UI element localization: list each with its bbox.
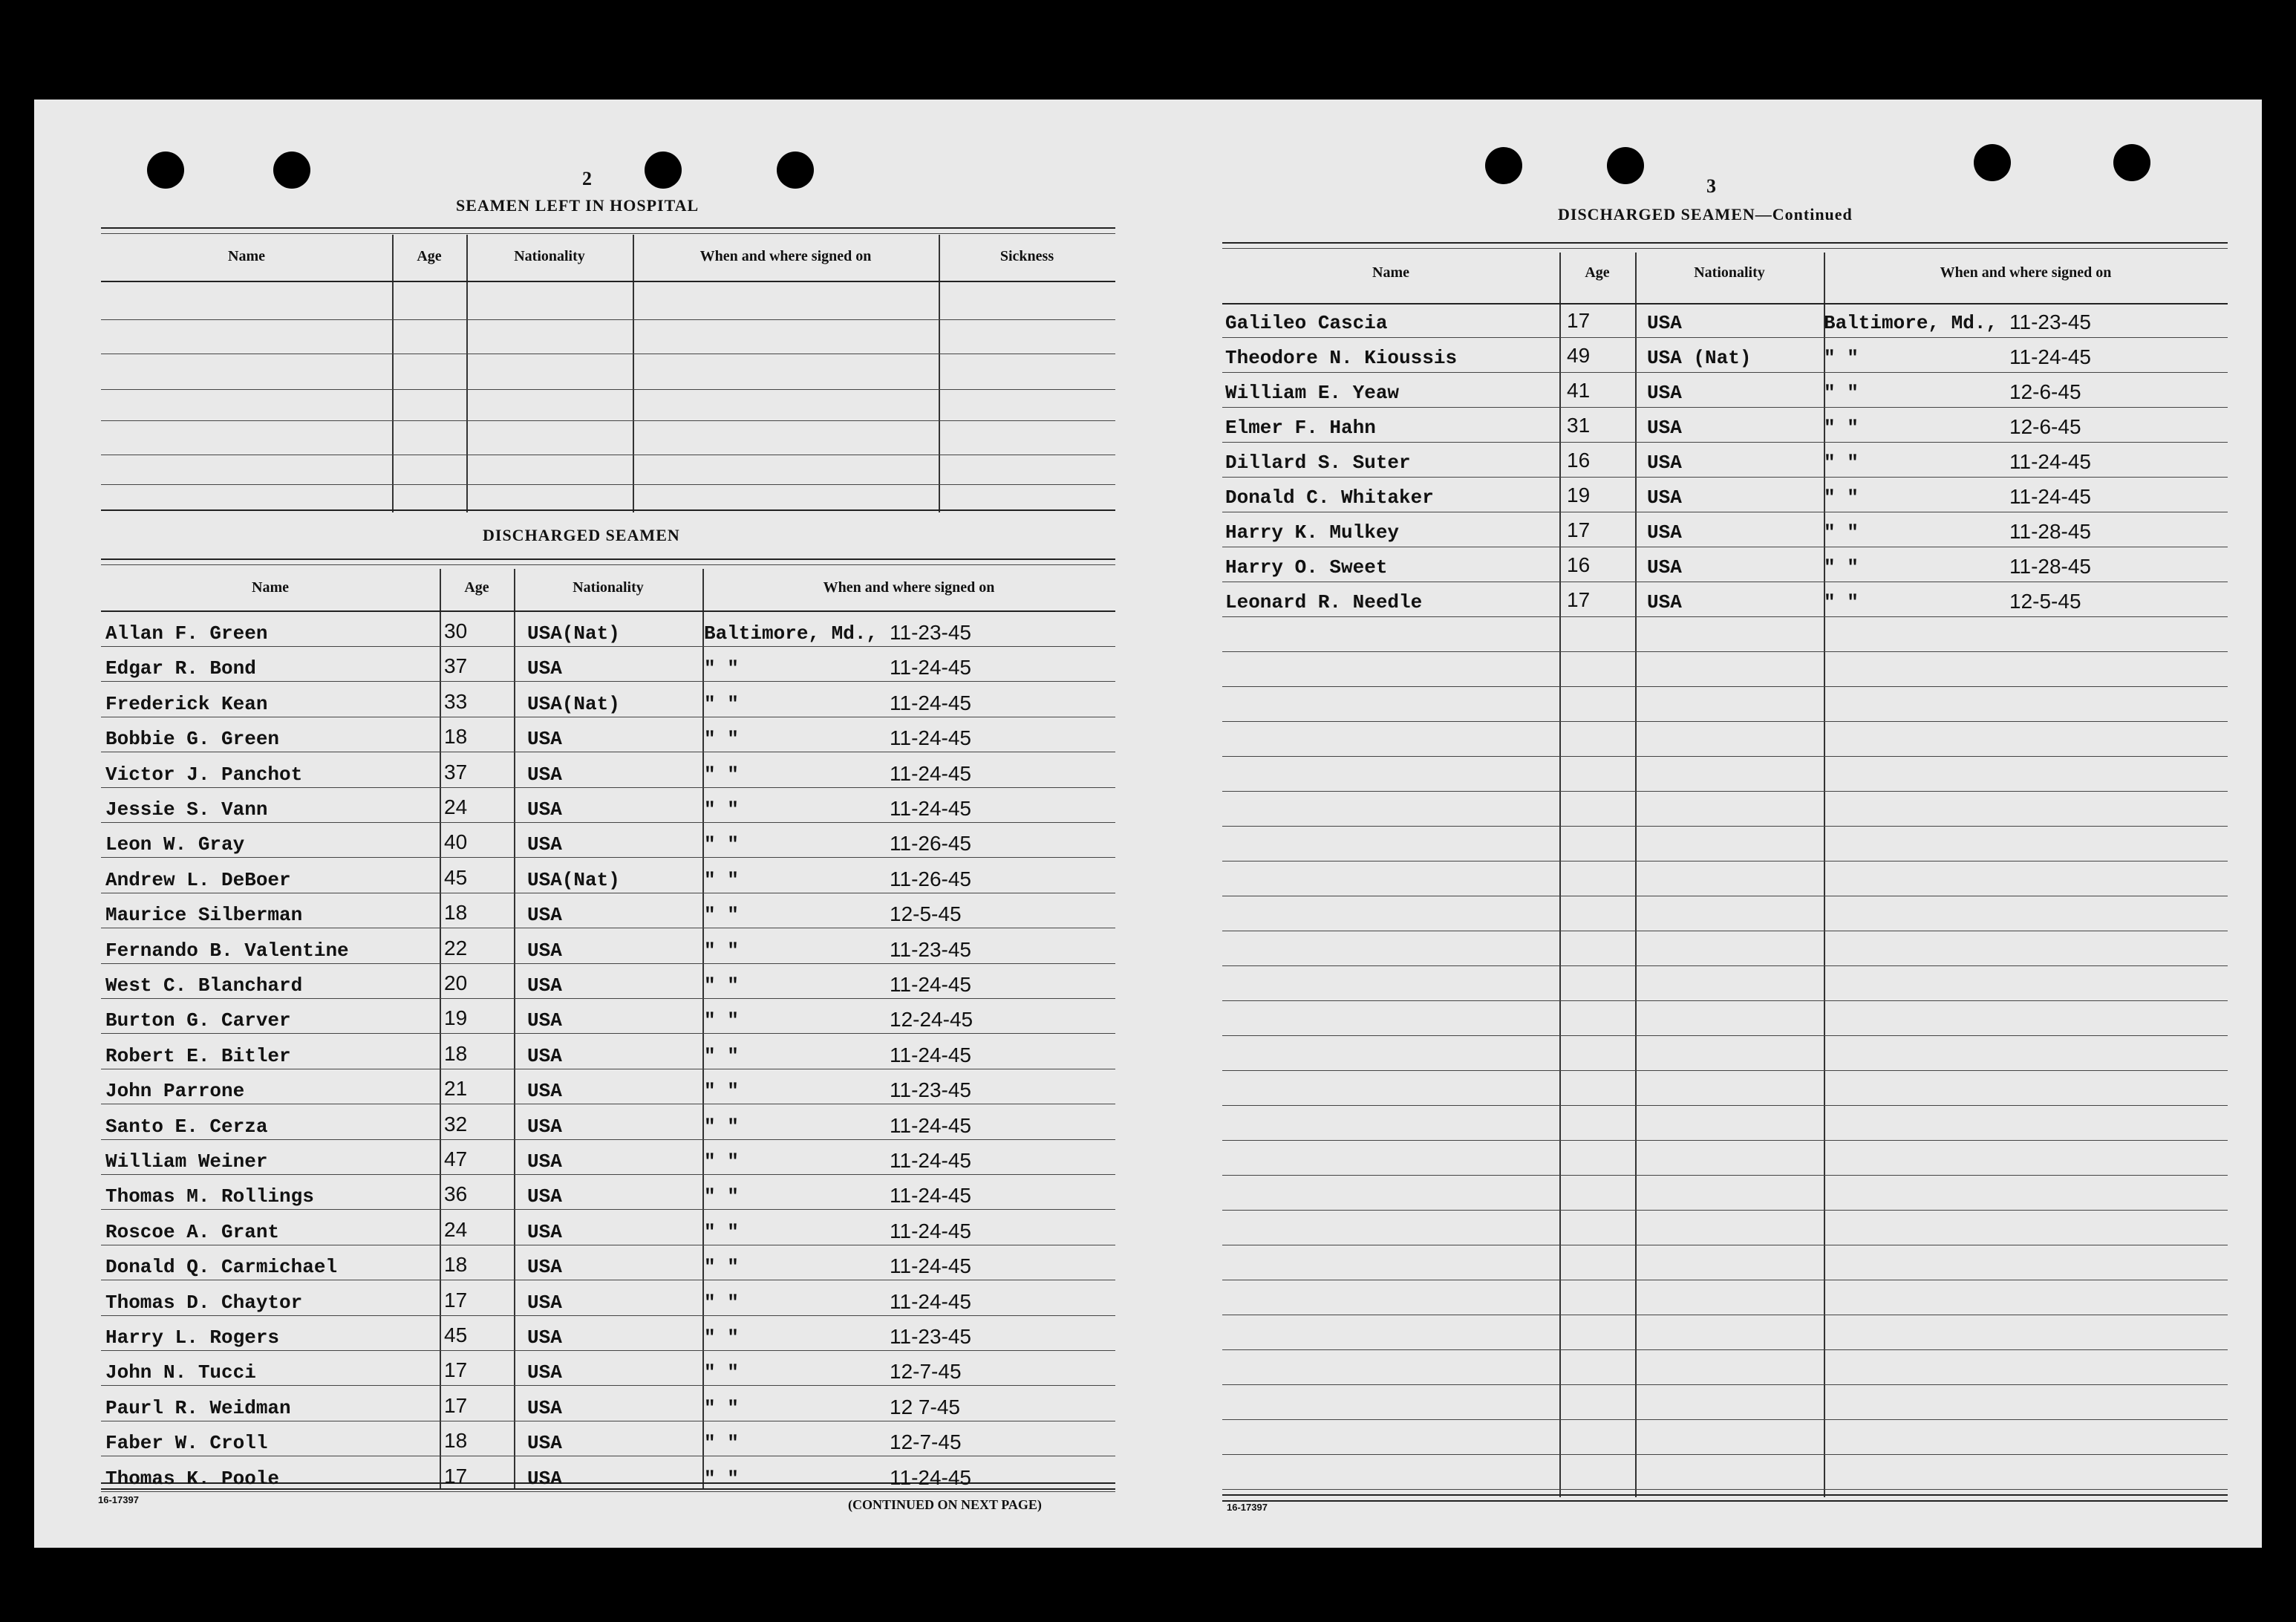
signed-on-place: " ": [1824, 521, 1859, 544]
seaman-age: 19: [1567, 483, 1591, 507]
signed-on-place: " ": [704, 868, 739, 891]
signed-on-place: " ": [1824, 486, 1859, 509]
seaman-nationality: USA: [527, 1080, 562, 1103]
seaman-age: 33: [444, 689, 468, 713]
row-line: [1222, 1105, 2228, 1106]
signed-on-date: 11-26-45: [890, 867, 972, 890]
row-line: [101, 1350, 1115, 1351]
column-header: Sickness: [999, 248, 1054, 264]
column-header: Age: [1585, 264, 1610, 281]
row-line: [1222, 477, 2228, 478]
row-line: [101, 420, 1115, 421]
signed-on-place: " ": [1824, 452, 1859, 474]
row-line: [101, 389, 1115, 390]
signed-on-place: " ": [1824, 417, 1859, 439]
seaman-nationality: USA: [1647, 486, 1682, 509]
seaman-name: John Parrone: [105, 1080, 245, 1103]
row-line: [1222, 442, 2228, 443]
row-line: [101, 646, 1115, 647]
row-line: [101, 484, 1115, 485]
seaman-name: Robert E. Bitler: [105, 1044, 291, 1067]
punch-hole: [1607, 147, 1644, 184]
seaman-age: 18: [444, 1041, 468, 1065]
signed-on-date: 11-24-45: [890, 1149, 972, 1172]
seaman-name: Harry L. Rogers: [105, 1326, 280, 1349]
seaman-name: Leonard R. Needle: [1225, 591, 1423, 613]
seaman-nationality: USA: [527, 833, 562, 856]
row-line: [101, 822, 1115, 823]
signed-on-date: 11-24-45: [890, 1254, 972, 1278]
seaman-nationality: USA: [527, 1009, 562, 1032]
signed-on-date: 11-24-45: [890, 761, 972, 785]
column-divider: [1824, 253, 1825, 1497]
row-line: [101, 998, 1115, 999]
row-line: [1222, 616, 2228, 617]
seaman-nationality: USA: [527, 1396, 562, 1419]
row-line: [1222, 1500, 2228, 1502]
row-line: [1222, 721, 2228, 722]
column-header: Nationality: [514, 248, 585, 264]
row-line: [101, 857, 1115, 858]
seaman-age: 49: [1567, 344, 1591, 367]
seaman-age: 45: [444, 865, 468, 889]
signed-on-date: 12 7-45: [890, 1395, 960, 1419]
seaman-nationality: USA: [1647, 521, 1682, 544]
seaman-nationality: USA: [527, 1044, 562, 1067]
seaman-nationality: USA: [527, 1220, 562, 1243]
signed-on-date: 11-24-45: [890, 1113, 972, 1137]
row-line: [1222, 372, 2228, 373]
signed-on-date: 12-7-45: [890, 1430, 962, 1454]
seaman-name: Donald C. Whitaker: [1225, 486, 1434, 509]
seaman-age: 41: [1567, 379, 1591, 402]
seaman-name: Fernando B. Valentine: [105, 939, 349, 962]
row-line: [101, 319, 1115, 320]
row-line: [101, 1033, 1115, 1034]
signed-on-place: " ": [704, 798, 739, 821]
column-divider: [440, 569, 441, 1490]
signed-on-place: " ": [704, 1220, 739, 1243]
seaman-name: William Weiner: [105, 1150, 268, 1173]
seaman-age: 17: [1567, 309, 1591, 332]
row-line: [101, 681, 1115, 682]
row-line: [101, 509, 1115, 511]
seaman-nationality: USA: [527, 1326, 562, 1349]
row-line: [1222, 1070, 2228, 1071]
signed-on-place: " ": [704, 692, 739, 715]
row-line: [101, 1139, 1115, 1140]
signed-on-date: 11-23-45: [890, 1078, 972, 1102]
column-header: Name: [252, 579, 289, 596]
punch-hole: [1974, 144, 2011, 181]
signed-on-date: 11-23-45: [2009, 310, 2092, 333]
seaman-nationality: USA: [527, 1432, 562, 1455]
seaman-name: Thomas D. Chaytor: [105, 1291, 303, 1314]
seaman-nationality: USA: [527, 1291, 562, 1314]
signed-on-date: 12-5-45: [2009, 590, 2081, 613]
signed-on-date: 11-23-45: [890, 1325, 972, 1348]
signed-on-date: 11-24-45: [2009, 345, 2092, 368]
row-line: [1222, 1349, 2228, 1350]
seaman-age: 32: [444, 1112, 468, 1136]
signed-on-place: " ": [704, 1256, 739, 1279]
signed-on-place: " ": [704, 1361, 739, 1384]
seaman-age: 18: [444, 1429, 468, 1453]
row-line: [101, 1174, 1115, 1175]
row-line: [1222, 826, 2228, 827]
row-line: [1222, 791, 2228, 792]
row-line: [1222, 1000, 2228, 1001]
column-header: When and where signed on: [699, 248, 872, 264]
signed-on-place: " ": [1824, 591, 1859, 613]
signed-on-place: " ": [704, 974, 739, 997]
ledger-sheet: [34, 100, 2262, 1548]
seaman-age: 19: [444, 1006, 468, 1030]
seaman-age: 21: [444, 1077, 468, 1101]
row-line: [101, 610, 1115, 612]
seaman-nationality: USA: [527, 1150, 562, 1173]
row-line: [1222, 651, 2228, 652]
seaman-nationality: USA: [1647, 556, 1682, 579]
seaman-nationality: USA: [1647, 591, 1682, 613]
page-number-left: 2: [582, 168, 592, 189]
continued-note: (CONTINUED ON NEXT PAGE): [848, 1497, 1042, 1512]
seaman-name: Allan F. Green: [105, 622, 268, 645]
signed-on-place: " ": [704, 1044, 739, 1067]
seaman-name: Paurl R. Weidman: [105, 1396, 291, 1419]
row-line: [1222, 303, 2228, 304]
row-line: [1222, 965, 2228, 966]
column-divider: [633, 235, 634, 512]
form-number-left: 16-17397: [98, 1494, 139, 1505]
row-line: [1222, 1140, 2228, 1141]
column-header: Age: [464, 579, 489, 596]
seaman-nationality: USA: [527, 1185, 562, 1208]
seaman-nationality: USA: [527, 1467, 562, 1490]
seaman-nationality: USA: [527, 974, 562, 997]
column-divider: [514, 569, 515, 1490]
seaman-age: 47: [444, 1147, 468, 1170]
seaman-nationality: USA: [1647, 417, 1682, 439]
hospital-title: SEAMEN LEFT IN HOSPITAL: [456, 196, 699, 215]
signed-on-date: 12-6-45: [2009, 380, 2081, 403]
signed-on-place: " ": [704, 657, 739, 680]
punch-hole: [645, 152, 682, 189]
row-line: [1222, 407, 2228, 408]
signed-on-date: 12-7-45: [890, 1360, 962, 1384]
seaman-name: Roscoe A. Grant: [105, 1220, 280, 1243]
signed-on-date: 12-24-45: [890, 1008, 973, 1032]
seaman-name: Harry K. Mulkey: [1225, 521, 1400, 544]
seaman-age: 45: [444, 1323, 468, 1346]
signed-on-place: Baltimore, Md.,: [1824, 312, 1998, 334]
signed-on-place: " ": [704, 728, 739, 751]
seaman-name: Dillard S. Suter: [1225, 452, 1411, 474]
seaman-nationality: USA: [527, 904, 562, 927]
column-header: When and where signed on: [823, 579, 995, 596]
seaman-age: 30: [444, 619, 468, 642]
row-line: [1222, 337, 2228, 338]
seaman-name: Frederick Kean: [105, 692, 268, 715]
row-line: [101, 787, 1115, 788]
signed-on-date: 11-24-45: [2009, 450, 2092, 473]
signed-on-place: " ": [704, 763, 739, 786]
seaman-age: 22: [444, 936, 468, 960]
seaman-nationality: USA: [527, 728, 562, 751]
column-header: When and where signed on: [1940, 264, 2112, 281]
signed-on-place: " ": [704, 904, 739, 927]
discharged-title: DISCHARGED SEAMEN: [483, 526, 680, 544]
row-line: [1222, 1489, 2228, 1490]
seaman-nationality: USA: [527, 939, 562, 962]
seaman-age: 16: [1567, 449, 1591, 472]
seaman-age: 24: [444, 795, 468, 818]
continued-title: DISCHARGED SEAMEN—Continued: [1558, 205, 1853, 224]
signed-on-place: Baltimore, Md.,: [704, 622, 878, 645]
seaman-name: Leon W. Gray: [105, 833, 245, 856]
signed-on-date: 11-28-45: [2009, 520, 2092, 543]
column-header: Name: [228, 248, 265, 264]
seaman-age: 17: [444, 1358, 468, 1382]
seaman-age: 36: [444, 1182, 468, 1206]
seaman-age: 20: [444, 971, 468, 994]
seaman-name: Burton G. Carver: [105, 1009, 291, 1032]
signed-on-place: " ": [704, 1080, 739, 1103]
seaman-name: Maurice Silberman: [105, 904, 303, 927]
signed-on-date: 11-28-45: [2009, 555, 2092, 578]
row-line: [1222, 756, 2228, 757]
column-header: Nationality: [573, 579, 644, 596]
seaman-name: Harry O. Sweet: [1225, 556, 1388, 579]
signed-on-place: " ": [704, 1185, 739, 1208]
signed-on-date: 11-24-45: [890, 691, 972, 714]
seaman-age: 17: [444, 1288, 468, 1312]
signed-on-date: 11-24-45: [890, 1184, 972, 1208]
row-line: [1222, 686, 2228, 687]
form-number-right: 16-17397: [1227, 1502, 1268, 1513]
seaman-name: Victor J. Panchot: [105, 763, 303, 786]
column-header: Age: [417, 248, 442, 264]
row-line: [1222, 1454, 2228, 1455]
seaman-nationality: USA(Nat): [527, 622, 620, 645]
row-line: [1222, 1175, 2228, 1176]
seaman-nationality: USA: [1647, 452, 1682, 474]
column-divider: [1559, 253, 1561, 1497]
seaman-name: West C. Blanchard: [105, 974, 303, 997]
signed-on-date: 11-24-45: [890, 1289, 972, 1313]
seaman-name: Faber W. Croll: [105, 1432, 268, 1455]
signed-on-place: " ": [1824, 382, 1859, 404]
column-header: Nationality: [1694, 264, 1765, 281]
signed-on-date: 11-24-45: [890, 1465, 972, 1489]
seaman-age: 17: [444, 1393, 468, 1417]
seaman-age: 17: [1567, 518, 1591, 541]
signed-on-place: " ": [704, 1150, 739, 1173]
signed-on-place: " ": [704, 1009, 739, 1032]
signed-on-place: " ": [704, 939, 739, 962]
punch-hole: [147, 152, 184, 189]
seaman-age: 18: [444, 901, 468, 925]
signed-on-place: " ": [704, 1326, 739, 1349]
row-line: [101, 1315, 1115, 1316]
punch-hole: [777, 152, 814, 189]
seaman-name: Andrew L. DeBoer: [105, 868, 291, 891]
signed-on-place: " ": [704, 1115, 739, 1138]
signed-on-date: 11-26-45: [890, 832, 972, 856]
column-divider: [939, 235, 940, 512]
page-number-right: 3: [1706, 175, 1716, 197]
row-line: [101, 281, 1115, 282]
seaman-nationality: USA(Nat): [527, 868, 620, 891]
signed-on-date: 11-24-45: [890, 726, 972, 750]
signed-on-date: 11-24-45: [890, 973, 972, 996]
seaman-age: 37: [444, 654, 468, 678]
seaman-name: Santo E. Cerza: [105, 1115, 268, 1138]
row-line: [1222, 1035, 2228, 1036]
seaman-age: 18: [444, 1253, 468, 1277]
signed-on-date: 11-24-45: [890, 797, 972, 820]
seaman-age: 17: [444, 1464, 468, 1488]
seaman-nationality: USA: [1647, 382, 1682, 404]
row-line: [1222, 1384, 2228, 1385]
column-divider: [466, 235, 468, 512]
seaman-age: 37: [444, 760, 468, 784]
seaman-age: 17: [1567, 588, 1591, 611]
seaman-name: Galileo Cascia: [1225, 312, 1388, 334]
seaman-age: 18: [444, 725, 468, 749]
seaman-name: Thomas K. Poole: [105, 1467, 280, 1490]
signed-on-place: " ": [704, 1432, 739, 1455]
column-header: Name: [1372, 264, 1409, 281]
column-divider: [392, 235, 394, 512]
seaman-name: Theodore N. Kioussis: [1225, 347, 1458, 369]
seaman-nationality: USA: [527, 798, 562, 821]
row-line: [101, 963, 1115, 964]
signed-on-date: 12-6-45: [2009, 415, 2081, 438]
signed-on-place: " ": [1824, 556, 1859, 579]
signed-on-date: 11-24-45: [890, 1043, 972, 1066]
punch-hole: [2113, 144, 2150, 181]
seaman-name: Bobbie G. Green: [105, 728, 280, 751]
row-line: [101, 1209, 1115, 1210]
seaman-name: Elmer F. Hahn: [1225, 417, 1376, 439]
signed-on-place: " ": [704, 833, 739, 856]
row-line: [1222, 861, 2228, 862]
signed-on-place: " ": [1824, 347, 1859, 369]
seaman-age: 31: [1567, 414, 1591, 437]
seaman-nationality: USA: [527, 657, 562, 680]
signed-on-date: 12-5-45: [890, 902, 962, 926]
signed-on-date: 11-24-45: [890, 1219, 972, 1242]
row-line: [1222, 1210, 2228, 1211]
seaman-age: 40: [444, 830, 468, 854]
seaman-name: Donald Q. Carmichael: [105, 1256, 338, 1279]
seaman-nationality: USA: [527, 1361, 562, 1384]
signed-on-date: 11-23-45: [890, 621, 972, 644]
seaman-nationality: USA: [1647, 312, 1682, 334]
signed-on-date: 11-23-45: [890, 937, 972, 961]
row-line: [101, 1385, 1115, 1386]
row-line: [1222, 1494, 2228, 1496]
signed-on-place: " ": [704, 1467, 739, 1490]
signed-on-date: 11-24-45: [2009, 485, 2092, 508]
punch-hole: [1485, 147, 1522, 184]
seaman-nationality: USA: [527, 1115, 562, 1138]
seaman-nationality: USA: [527, 1256, 562, 1279]
row-line: [1222, 1419, 2228, 1420]
seaman-nationality: USA (Nat): [1647, 347, 1752, 369]
seaman-age: 16: [1567, 553, 1591, 576]
seaman-name: William E. Yeaw: [1225, 382, 1400, 404]
row-line: [101, 1491, 1115, 1492]
column-divider: [1635, 253, 1637, 1497]
seaman-nationality: USA: [527, 763, 562, 786]
seaman-name: John N. Tucci: [105, 1361, 256, 1384]
punch-hole: [273, 152, 310, 189]
signed-on-date: 11-24-45: [890, 656, 972, 680]
seaman-nationality: USA(Nat): [527, 692, 620, 715]
seaman-name: Edgar R. Bond: [105, 657, 256, 680]
seaman-age: 24: [444, 1217, 468, 1241]
seaman-name: Jessie S. Vann: [105, 798, 268, 821]
signed-on-place: " ": [704, 1396, 739, 1419]
seaman-name: Thomas M. Rollings: [105, 1185, 314, 1208]
signed-on-place: " ": [704, 1291, 739, 1314]
